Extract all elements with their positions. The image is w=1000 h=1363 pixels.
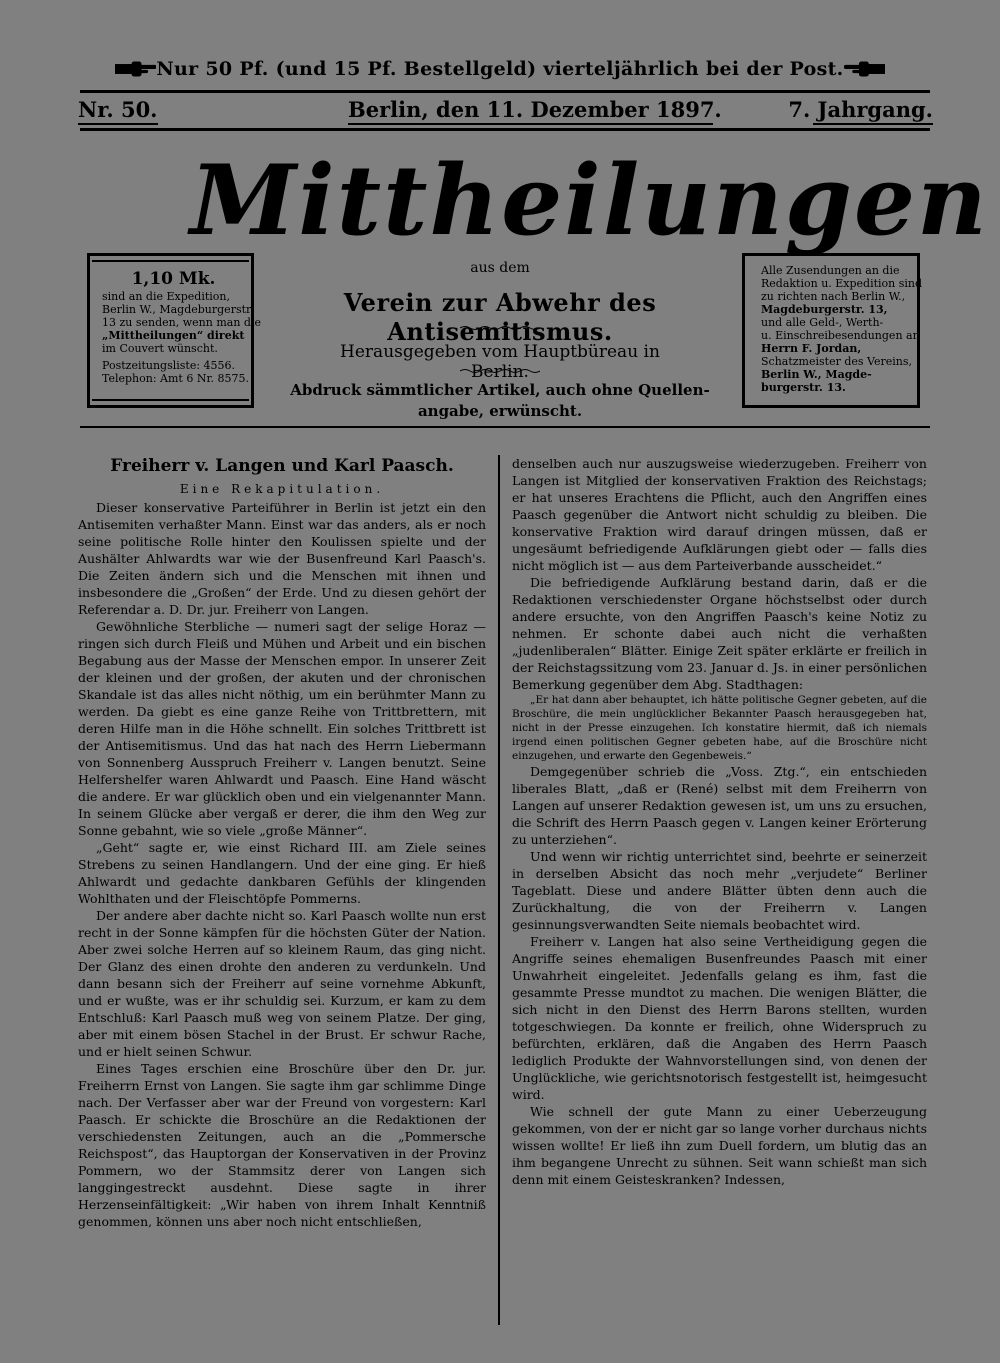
article-paragraph: Wie schnell der gute Mann zu einer Ueberzeugung gekommen, von der er nicht gar so lange vorher durchaus nichts wissen wollte! Er ließ ihn zum Duell fordern, um blutig das an ihm begangene Unrecht zu sühnen. Seit wann schießt man sich denn mit einem Geisteskranken? Indessen, <box>512 1104 927 1187</box>
box-line: „Mittheilungen“ direkt <box>102 329 245 342</box>
wavy-divider <box>460 368 540 374</box>
article-paragraph: „Geht“ sagte er, wie einst Richard III. am Ziele seines Strebens zu seinen Handlangern. Und der eine ging. Er hieß Ahlwardt und gedachte dankbaren Gefühls der klingenden Wohlthaten und der Fleischtöpfe Pommerns. <box>78 840 486 906</box>
header-rule <box>80 128 930 131</box>
box-line: Redaktion u. Expedition sind <box>761 277 923 290</box>
box-line: sind an die Expedition, <box>102 290 230 303</box>
publication-date: Berlin, den 11. Dezember 1897. <box>348 97 722 122</box>
masthead-aus-dem: aus dem <box>470 260 530 276</box>
volume-number: 7. Jahrgang. <box>788 97 933 122</box>
box-line: 13 zu senden, wenn man die <box>102 316 261 329</box>
masthead-reprint-notice: Abdruck sämmtlicher Artikel, auch ohne Quellen-angabe, erwünscht. <box>290 381 710 420</box>
box-line: zu richten nach Berlin W., <box>761 290 906 303</box>
box-line: und alle Geld-, Werth- <box>761 316 884 329</box>
article-column-left <box>78 455 486 1230</box>
article-subtitle: Eine Rekapitulation. <box>179 482 385 496</box>
column-divider <box>498 455 500 1325</box>
subscription-notice: Nur 50 Pf. (und 15 Pf. Bestellgeld) vierteljährlich bei der Post. <box>156 58 844 80</box>
volume-underline <box>813 123 933 125</box>
subscription-price: 1,10 Mk. <box>131 269 216 289</box>
box-line: Herrn F. Jordan, <box>761 342 862 355</box>
article-column-right <box>512 455 927 1188</box>
box-line: Berlin W., Magdeburgerstr. <box>102 303 254 316</box>
box-line: u. Einschreibesendungen an <box>761 329 920 342</box>
date-underline <box>348 123 713 125</box>
article-paragraph: Dieser konservative Parteiführer in Berlin ist jetzt ein den Antisemiten verhaßter Mann. Einst war das anders, als er noch seine politische Rolle hinter den Koulissen spielte und der Aushälter Ahlwardts war wie der Busenfreund Karl Paasch's. Die Zeiten ändern sich und die Menschen mit ihnen und insbesondere die „Großen“ der Erde. Und zu diesen gehört der Referendar a. D. Dr. jur. Freiherr von Langen. <box>78 500 486 617</box>
postzeitungsliste: Postzeitungsliste: 4556. <box>102 359 236 372</box>
box-line: burgerstr. 13. <box>761 381 846 394</box>
article-paragraph: denselben auch nur auszugsweise wiederzugeben. Freiherr von Langen ist Mitglied der konservativen Fraktion des Reichstags; er hat unseres Erachtens die Pflicht, auch den Angriffen eines Paasch gegenüber die Antwort nicht schuldig zu bleiben. Die konservative Fraktion wird darauf dringen müssen, daß er ungesäumt befriedigende Aufklärungen giebt oder — falls dies nicht möglich ist — aus dem Parteiverbande ausscheidet.“ <box>512 456 927 573</box>
top-banner <box>115 52 885 86</box>
article-paragraph: Die befriedigende Aufklärung bestand darin, daß er die Redaktionen verschiedenster Organe höchstselbst oder durch andere ersuchte, von den Angriffen Paasch's keine Notiz zu nehmen. Er schonte dabei auch nicht die verhaßten „judenliberalen“ Blätter. Einige Zeit später erklärte er freilich in der Reichstagssitzung vom 23. Januar d. Js. in einer persönlichen Bemerkung gegenüber dem Abg. Stadthagen: <box>512 575 927 692</box>
article-paragraph: Gewöhnliche Sterbliche — numeri sagt der selige Horaz — ringen sich durch Fleiß und Mühen und Arbeit und ein bischen Begabung aus der Masse der Menschen empor. In unserer Zeit der kleinen und der großen, der akuten und der chronischen Skandale ist das alles nicht nöthig, um ein berühmter Mann zu werden. Da giebt es eine ganze Reihe von Trittbrettern, mit deren Hilfe man in die Höhe schnellt. Ein solches Trittbrett ist der Antisemitismus. Und das hat nach des Herrn Liebermann von Sonnenberg Ausspruch Freiherr v. Langen benutzt. Seine Helfershelfer waren Ahlwardt und Paasch. Eine Hand wäscht die andere. Er war glücklich oben und ein vielgenannter Mann. In seinem Glücke aber vergaß er derer, die ihm den Weg zur Sonne gebahnt, wie so viele „große Männer“. <box>78 619 486 838</box>
article-paragraph: Der andere aber dachte nicht so. Karl Paasch wollte nun erst recht in der Sonne kämpfen für die höchsten Güter der Nation. Aber zwei solche Herren auf so kleinem Raum, das ging nicht. Der Glanz des einen drohte den anderen zu verdunkeln. Und dann besann sich der Freiherr auf seine vornehme Abkunft, und er wußte, was er ihr schuldig sei. Kurzum, er kam zu dem Entschluß: Karl Paasch muß weg von seinem Platze. Der ging, aber mit einem bösen Stachel in der Brust. Er schwur Rache, und er hielt seinen Schwur. <box>78 908 486 1059</box>
subscription-box <box>87 253 261 408</box>
masthead-title: Mittheilungen <box>190 144 989 257</box>
pointing-hand-icon <box>844 58 885 80</box>
box-line: Alle Zusendungen an die <box>761 264 900 277</box>
box-line: Schatzmeister des Vereins, <box>761 355 912 368</box>
article-paragraph: Eines Tages erschien eine Broschüre über den Dr. jur. Freiherrn Ernst von Langen. Sie sagte ihm gar schlimme Dinge nach. Der Verfasser aber war der Freund von vorgestern: Karl Paasch. Er schickte die Broschüre an die Redaktionen der verschiedensten Zeitungen, auch an die „Pommersche Reichspost“, das Hauptorgan der Konservativen in der Provinz Pommern, wo der Stammsitz derer von Langen sich langgingestreckt ausdehnt. Diese sagte in ihrer Herzenseinfältigkeit: „Wir haben von ihrem Inhalt Kenntniß genommen, können uns aber noch nicht entschließen, <box>78 1061 486 1229</box>
article-paragraph: Demgegenüber schrieb die „Voss. Ztg.“, ein entschieden liberales Blatt, „daß er (René) selbst mit dem Freiherrn von Langen auf unserer Redaktion gewesen ist, um uns zu ersuchen, die Schrift des Herrn Paasch gegen v. Langen keiner Erörterung zu unterziehen“. <box>512 764 927 847</box>
article-title: Freiherr v. Langen und Karl Paasch. <box>110 456 454 476</box>
box-line: Magdeburgerstr. 13, <box>761 303 888 316</box>
masthead-publisher: Herausgegeben vom Hauptbüreau in Berlin. <box>340 342 660 382</box>
wavy-divider <box>460 325 540 331</box>
box-line: Berlin W., Magde- <box>761 368 872 381</box>
masthead-verein: Verein zur Abwehr des Antisemitismus. <box>343 288 657 346</box>
header-rule <box>80 90 930 93</box>
section-rule <box>80 426 930 428</box>
box-line: im Couvert wünscht. <box>102 342 218 355</box>
telephone: Telephon: Amt 6 Nr. 8575. <box>102 372 250 385</box>
article-paragraph: Und wenn wir richtig unterrichtet sind, beehrte er seinerzeit in derselben Absicht das noch mehr „verjudete“ Berliner Tageblatt. Diese und andere Blätter übten denn auch die Zurückhaltung, die von der Freiherrn v. Langen gesinnungsverwandten Seite niemals beobachtet wird. <box>512 849 927 932</box>
article-paragraph: Freiherr v. Langen hat also seine Vertheidigung gegen die Angriffe seines ehemaligen Busenfreundes Paasch mit einer Unwahrheit eingeleitet. Jedenfalls gelang es ihm, fast die gesammte Presse mundtot zu machen. Die wenigen Blätter, die sich nicht in den Dienst des Herrn Barons stellten, wurden totgeschwiegen. Da konnte er freilich, ohne Widerspruch zu befürchten, erklären, daß die Angaben des Herrn Paasch lediglich Produkte der Wahnvorstellungen sind, von denen der Unglückliche, wie gerichtsnotorisch festgestellt ist, heimgesucht wird. <box>512 934 927 1102</box>
address-box <box>742 253 923 408</box>
issue-number-underline <box>78 123 158 125</box>
pointing-hand-icon <box>115 58 156 80</box>
issue-number: Nr. 50. <box>78 97 158 122</box>
issue-line <box>78 97 933 127</box>
reichstag-quote: „Er hat dann aber behauptet, ich hätte politische Gegner gebeten, auf die Broschüre, die mein unglücklicher Bekannter Paasch herausgegeben hat, nicht in der Presse einzugehen. Ich konstatire hiermit, daß ich niemals irgend einen politischen Gegner gebeten habe, auf die Broschüre nicht einzugehen, und erwarte den Gegenbeweis.“ <box>512 694 927 762</box>
